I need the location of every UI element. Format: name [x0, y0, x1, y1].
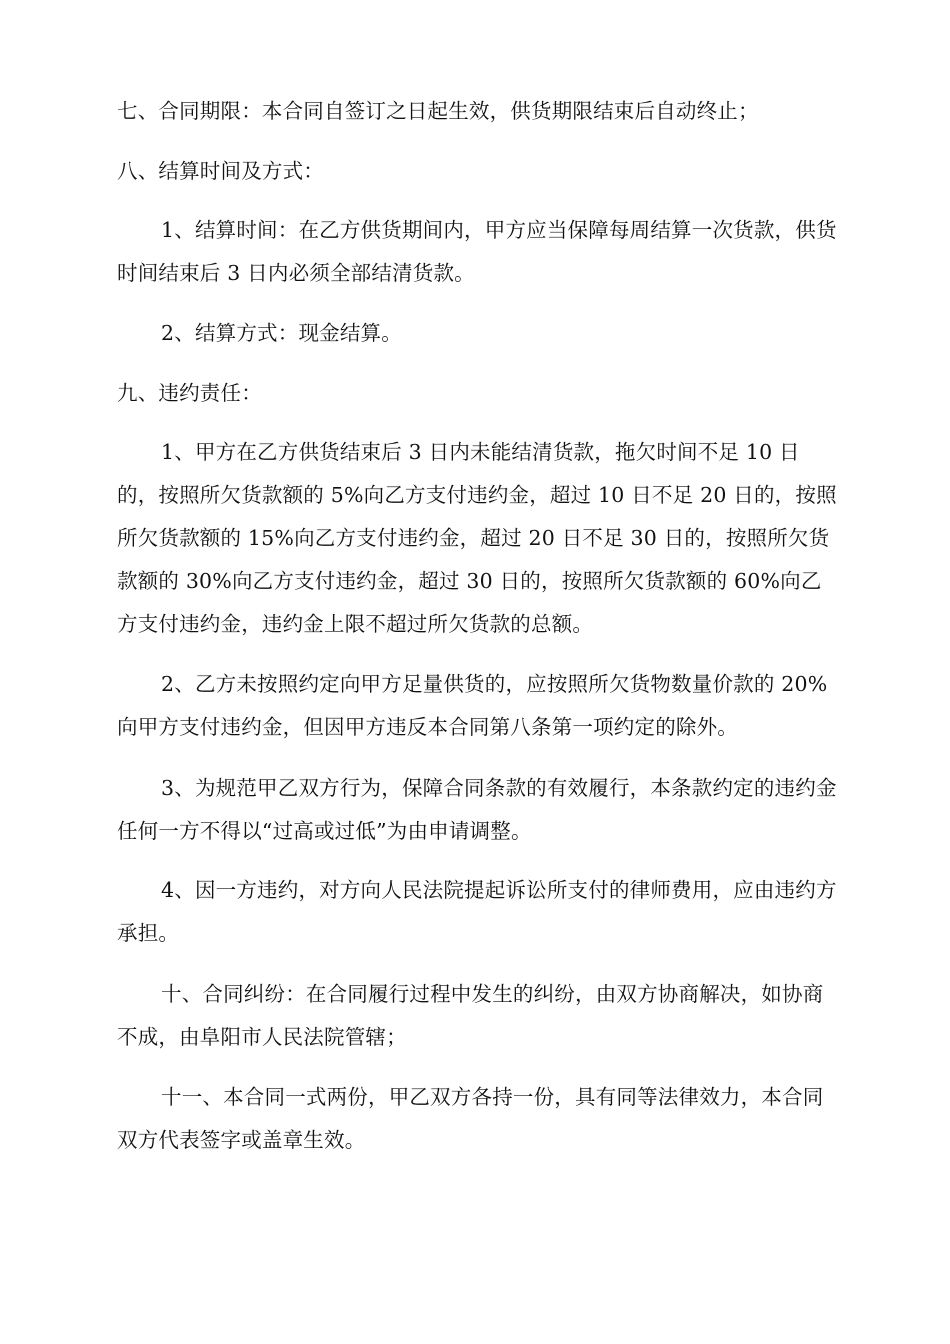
clause-8-item-2: 2、结算方式：现金结算。	[161, 321, 402, 345]
clause-11-copies: 十一、本合同一式两份，甲乙双方各持一份，具有同等法律效力，本合同双方代表签字或盖章生效。	[117, 1085, 824, 1152]
clause-8-item-1: 1、结算时间：在乙方供货期间内，甲方应当保障每周结算一次货款，供货时间结束后 3 日内必须全部结清货款。	[117, 218, 837, 285]
clause-9-item-3: 3、为规范甲乙双方行为，保障合同条款的有效履行，本条款约定的违约金任何一方不得以“过高或过低”为由申请调整。	[117, 776, 837, 843]
clause-9-item-4: 4、因一方违约，对方向人民法院提起诉讼所支付的律师费用，应由违约方承担。	[117, 878, 837, 945]
clause-9-item-1: 1、甲方在乙方供货结束后 3 日内未能结清货款，拖欠时间不足 10 日的，按照所欠货款额的 5%向乙方支付违约金，超过 10 日不足 20 日的，按照所欠货款额的 15%向乙方支付违约金，超过 20 日不足 30 日的，按照所欠货款额的 30%向乙方支付违约金，超过 30 日的，按照所欠货款额的 60%向乙方支付违约金，违约金上限不超过所欠货款的总额。	[117, 440, 837, 636]
clause-7-term: 七、合同期限：本合同自签订之日起生效，供货期限结束后自动终止；	[117, 99, 759, 123]
clause-8-heading: 八、结算时间及方式：	[117, 159, 324, 183]
clause-9-heading: 九、违约责任：	[117, 381, 262, 405]
clause-10-dispute: 十、合同纠纷：在合同履行过程中发生的纠纷，由双方协商解决，如协商不成，由阜阳市人民法院管辖；	[117, 982, 824, 1049]
clause-9-item-2: 2、乙方未按照约定向甲方足量供货的，应按照所欠货物数量价款的 20%向甲方支付违约金，但因甲方违反本合同第八条第一项约定的除外。	[117, 672, 828, 739]
